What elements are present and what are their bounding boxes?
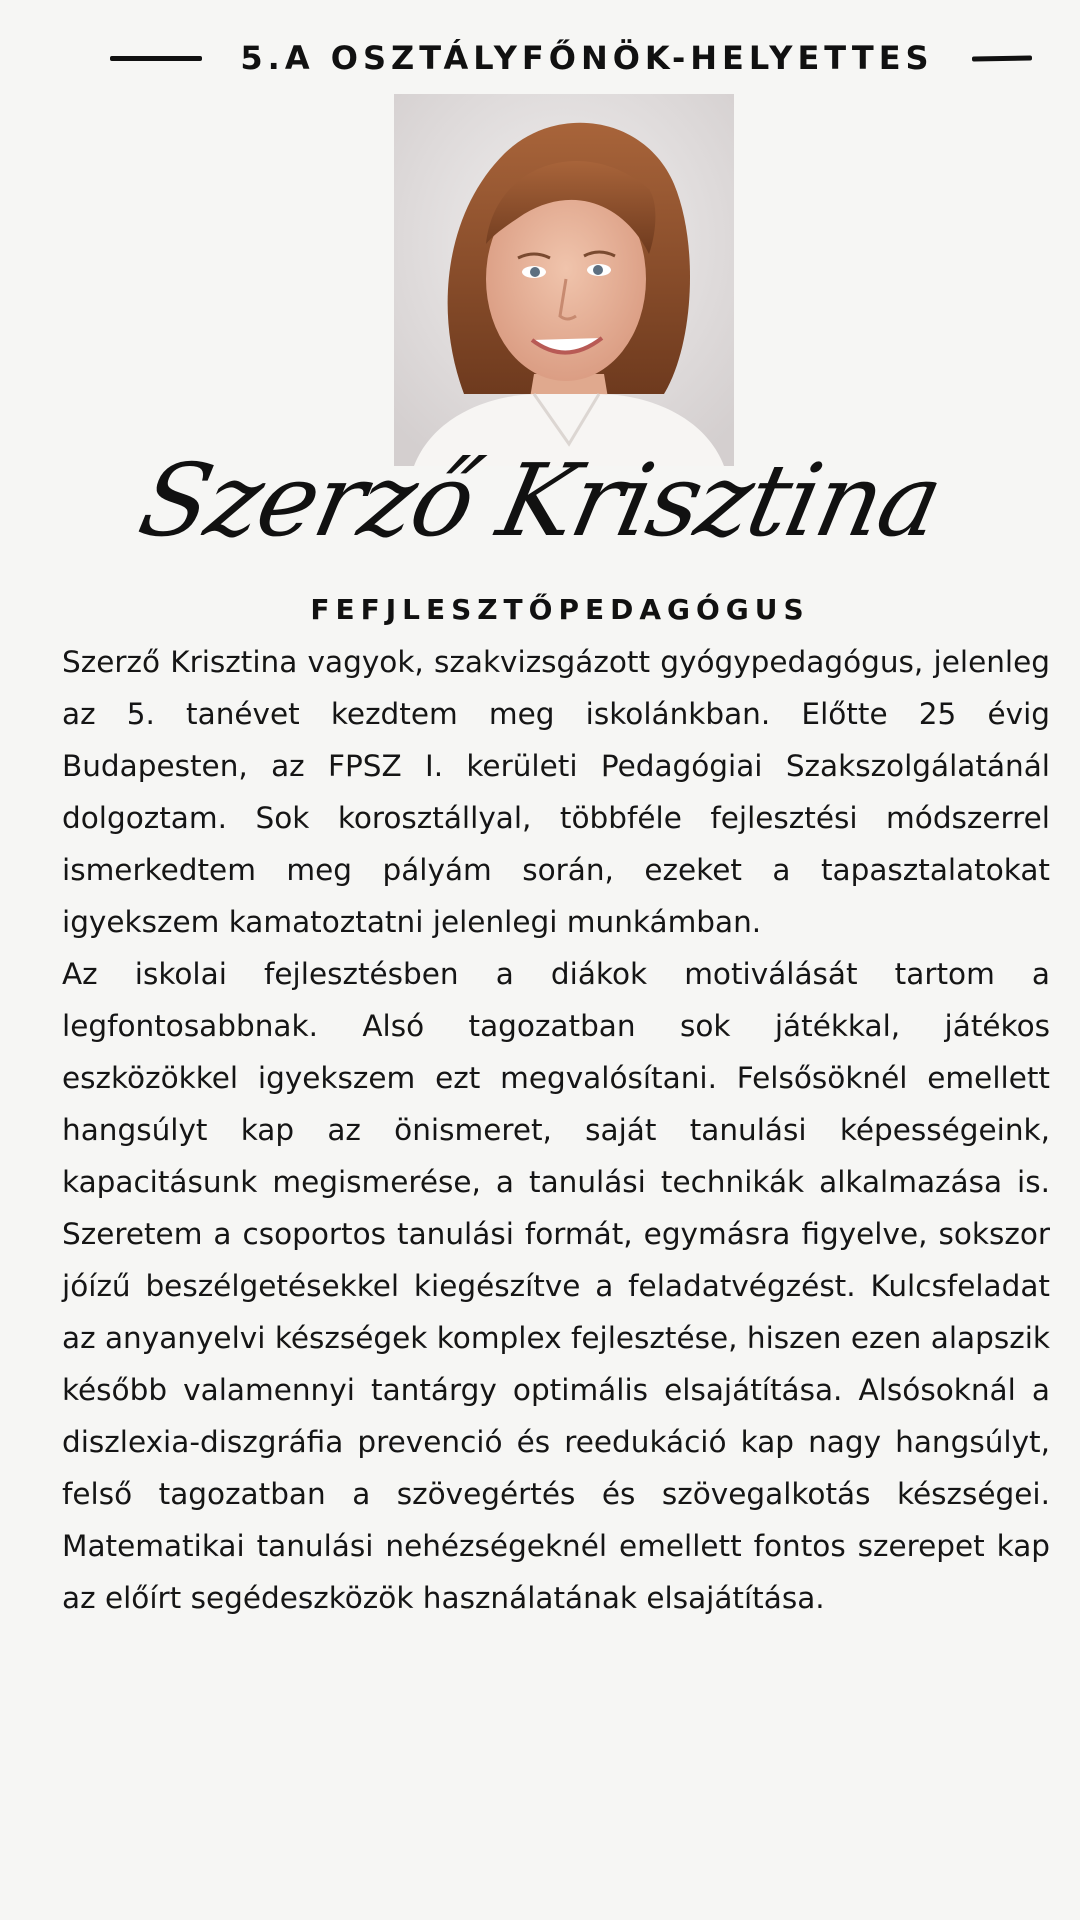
header-divider-left [110, 56, 202, 61]
page-header [0, 30, 1080, 86]
bio-paragraph: Az iskolai fejlesztésben a diákok motiválását tartom a legfontosabbnak. Alsó tagozatban sok játékkal, játékos eszközökkel igyekszem ezt megvalósítani. Felsősöknél emellett hangsúlyt kap az önismeret, saját tanulási képességeink, kapacitásunk megismerése, a tanulási technikák alkalmazása is. Szeretem a csoportos tanulási formát, egymásra figyelve, sokszor jóízű beszélgetésekkel kiegészítve a feladatvégzést. Kulcsfeladat az anyanyelvi készségek komplex fejlesztése, hiszen ezen alapszik később valamennyi tantárgy optimális elsajátítása. Alsósoknál a diszlexia-diszgráfia prevenció és reedukáció kap nagy hangsúlyt, felső tagozatban a szövegértés és szövegalkotás készségei. Matematikai tanulási nehézségeknél emellett fontos szerepet kap az előírt segédeszközök használatának elsajátítása. [62, 957, 1050, 1615]
portrait-illustration [394, 94, 734, 466]
header-divider-right [972, 55, 1032, 61]
page-title: 5.A OSZTÁLYFŐNÖK-HELYETTES [240, 39, 934, 77]
teacher-role: FEFJLESZTŐPEDAGÓGUS [310, 593, 810, 626]
bio-paragraph: Szerző Krisztina vagyok, szakvizsgázott gyógypedagógus, jelenleg az 5. tanévet kezdtem meg iskolánkban. Előtte 25 évig Budapesten, az FPSZ I. kerületi Pedagógiai Szakszolgálatánál dolgoztam. Sok korosztállyal, többféle fejlesztési módszerrel ismerkedtem meg pályám során, ezeket a tapasztalatokat igyekszem kamatoztatni jelenlegi munkámban. [62, 645, 1050, 939]
bio-text [62, 636, 1050, 1624]
teacher-name: Szerző Krisztina [129, 442, 951, 559]
portrait-photo [394, 94, 734, 466]
